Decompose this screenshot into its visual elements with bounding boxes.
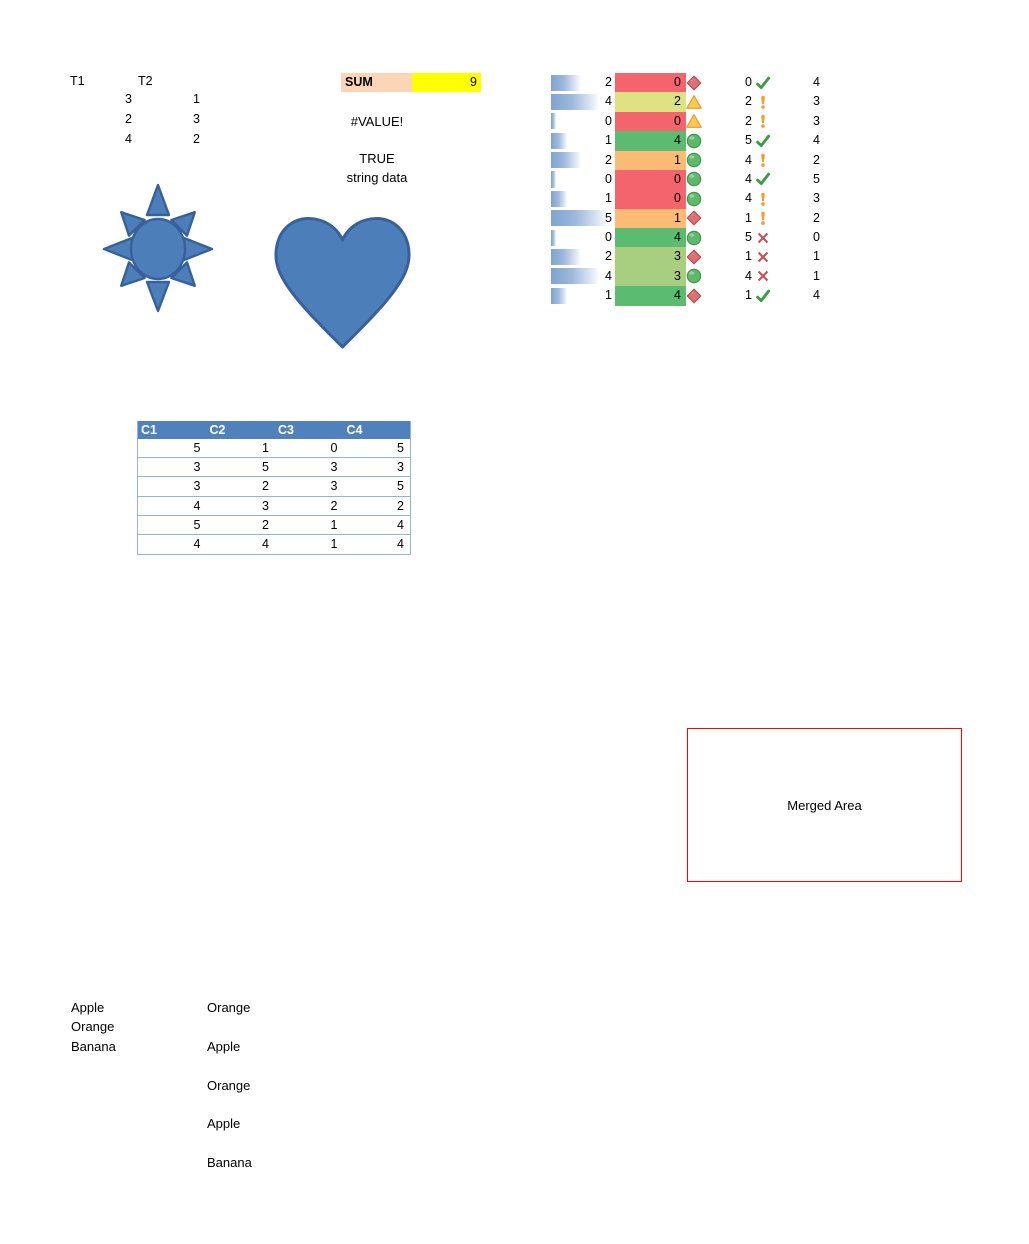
plain-value: 4 bbox=[813, 288, 820, 303]
table-cell: 1 bbox=[330, 536, 338, 551]
cf-row bbox=[551, 228, 831, 247]
orange-exclamation-icon bbox=[755, 94, 771, 110]
data-bar-cell bbox=[551, 170, 612, 189]
cf-row bbox=[551, 267, 831, 286]
string-data-text: string data bbox=[346, 170, 408, 185]
plain-value: 0 bbox=[813, 230, 820, 244]
cf-row bbox=[551, 209, 831, 228]
color-scale-cell: 4 bbox=[615, 228, 686, 247]
plain-value: 2 bbox=[813, 152, 820, 167]
t-table-cell: 3 bbox=[125, 92, 132, 106]
data-bar-value: 2 bbox=[605, 152, 612, 167]
orange-exclamation-icon bbox=[755, 113, 771, 129]
color-scale-cell: 1 bbox=[615, 151, 686, 170]
plain-value: 3 bbox=[813, 113, 820, 128]
table-header-cell: C3 bbox=[278, 423, 294, 437]
conditional-format-grid bbox=[551, 73, 831, 306]
t-table-cell: 2 bbox=[125, 111, 132, 126]
data-bar-value: 4 bbox=[605, 94, 612, 109]
green-check-icon bbox=[755, 75, 771, 91]
table-cell: 4 bbox=[193, 536, 201, 551]
color-scale-cell: 0 bbox=[615, 73, 686, 92]
sum-value-cell: 9 bbox=[412, 73, 481, 92]
icon-set-value: 1 bbox=[745, 288, 752, 303]
icon-set-value: 1 bbox=[745, 249, 752, 264]
plain-value: 1 bbox=[813, 249, 820, 264]
table-cell: 4 bbox=[397, 517, 404, 532]
table-row bbox=[138, 535, 410, 554]
data-bar-value: 0 bbox=[605, 171, 612, 186]
t-table-cell: 1 bbox=[193, 92, 200, 106]
red-cross-icon bbox=[755, 268, 771, 284]
table-cell: 5 bbox=[397, 441, 404, 455]
cf-row bbox=[551, 247, 831, 266]
table-cell: 3 bbox=[397, 460, 404, 475]
table-cell: 1 bbox=[262, 441, 269, 455]
data-bar-value: 1 bbox=[605, 133, 612, 148]
table-body bbox=[138, 439, 410, 554]
icon-set-value: 4 bbox=[745, 171, 752, 186]
t1-t2-values bbox=[100, 90, 200, 149]
data-bar-cell bbox=[551, 112, 612, 131]
red-cross-icon bbox=[755, 230, 771, 246]
table-cell: 3 bbox=[262, 498, 269, 513]
plain-value: 1 bbox=[813, 268, 820, 283]
orange-exclamation-icon bbox=[755, 210, 771, 226]
table-cell: 2 bbox=[397, 498, 404, 513]
icon-set-value: 0 bbox=[745, 75, 752, 89]
icon-set-value: 4 bbox=[745, 268, 752, 283]
color-scale-cell: 0 bbox=[615, 189, 686, 208]
cf-row bbox=[551, 131, 831, 150]
table-row bbox=[138, 458, 410, 477]
list-item: Orange bbox=[71, 1019, 115, 1035]
data-bar-cell bbox=[551, 209, 612, 228]
plain-value: 5 bbox=[813, 171, 820, 186]
table-header-cell: C1 bbox=[141, 423, 157, 437]
list-item: Orange bbox=[207, 1000, 251, 1015]
color-scale-cell: 0 bbox=[615, 170, 686, 189]
data-bar-value: 0 bbox=[605, 113, 612, 128]
cf-row bbox=[551, 170, 831, 189]
data-bar-cell bbox=[551, 189, 612, 208]
table-cell: 3 bbox=[193, 460, 201, 475]
data-bar-cell bbox=[551, 151, 612, 170]
table-cell: 5 bbox=[193, 441, 201, 455]
color-scale-cell: 4 bbox=[615, 286, 686, 305]
table-header-cell: C4 bbox=[346, 423, 363, 437]
data-bar-cell bbox=[551, 73, 612, 92]
t1-label: T1 bbox=[70, 74, 85, 88]
cf-row bbox=[551, 151, 831, 170]
table-cell: 4 bbox=[262, 536, 269, 551]
t-table-cell: 4 bbox=[125, 131, 132, 146]
orange-exclamation-icon bbox=[755, 191, 771, 207]
green-check-icon bbox=[755, 133, 771, 149]
table-cell: 3 bbox=[330, 460, 338, 475]
data-bar-cell bbox=[551, 267, 612, 286]
color-scale-cell: 3 bbox=[615, 267, 686, 286]
t2-label: T2 bbox=[138, 74, 153, 88]
t-table-row bbox=[100, 110, 200, 130]
table-cell: 2 bbox=[262, 517, 269, 532]
list-item: Apple bbox=[207, 1038, 241, 1054]
data-bar-value: 2 bbox=[605, 249, 612, 264]
color-scale-cell: 3 bbox=[615, 247, 686, 266]
cf-row bbox=[551, 112, 831, 131]
data-bar-cell bbox=[551, 247, 612, 266]
table-cell: 4 bbox=[193, 498, 201, 513]
cf-row bbox=[551, 189, 831, 208]
data-bar-value: 1 bbox=[605, 288, 612, 303]
icon-set-value: 4 bbox=[745, 191, 752, 206]
heart-shape bbox=[272, 212, 413, 355]
table-cell: 2 bbox=[262, 479, 269, 494]
sum-label-cell: SUM bbox=[341, 73, 412, 92]
table-header-cell: C2 bbox=[209, 423, 226, 437]
icon-set-value: 2 bbox=[745, 113, 752, 128]
t-table-row bbox=[100, 130, 200, 150]
data-bar-value: 2 bbox=[605, 75, 612, 89]
list-item: Orange bbox=[207, 1077, 251, 1093]
green-check-icon bbox=[755, 171, 771, 187]
table-row bbox=[138, 497, 410, 516]
plain-value: 4 bbox=[813, 75, 820, 89]
boolean-true-text: TRUE bbox=[359, 151, 395, 166]
t-table-cell: 2 bbox=[193, 131, 200, 146]
table-cell: 3 bbox=[193, 479, 201, 494]
t-table-row bbox=[100, 90, 200, 110]
table-cell: 5 bbox=[262, 460, 269, 475]
data-bar-cell bbox=[551, 92, 612, 111]
table-header-row bbox=[138, 421, 410, 439]
table-row bbox=[138, 439, 410, 458]
orange-exclamation-icon bbox=[755, 152, 771, 168]
table-cell: 5 bbox=[193, 517, 201, 532]
plain-value: 3 bbox=[813, 94, 820, 109]
sun-shape bbox=[100, 182, 216, 317]
data-bar-value: 4 bbox=[605, 268, 612, 283]
data-bar-value: 0 bbox=[605, 230, 612, 244]
list-item: Banana bbox=[207, 1155, 252, 1171]
red-cross-icon bbox=[755, 249, 771, 265]
icon-set-value: 4 bbox=[745, 152, 752, 167]
table-cell: 0 bbox=[330, 441, 338, 455]
table-row bbox=[138, 477, 410, 496]
icon-set-value: 5 bbox=[745, 230, 752, 244]
color-scale-cell: 1 bbox=[615, 209, 686, 228]
table-cell: 5 bbox=[397, 479, 404, 494]
table-cell: 2 bbox=[330, 498, 338, 513]
data-bar-cell bbox=[551, 286, 612, 305]
plain-value: 3 bbox=[813, 191, 820, 206]
data-bar-value: 1 bbox=[605, 191, 612, 206]
data-table bbox=[137, 421, 411, 555]
data-bar-cell bbox=[551, 228, 612, 247]
data-bar-value: 5 bbox=[605, 210, 612, 225]
t-table-cell: 3 bbox=[193, 111, 200, 126]
list-item: Banana bbox=[71, 1038, 116, 1054]
plain-value: 2 bbox=[813, 210, 820, 225]
list-item: Apple bbox=[71, 1000, 105, 1015]
table-cell: 4 bbox=[397, 536, 404, 551]
list-item: Apple bbox=[207, 1116, 241, 1132]
merged-area-label: Merged Area bbox=[787, 797, 862, 813]
table-cell: 3 bbox=[330, 479, 338, 494]
table-cell: 1 bbox=[330, 517, 338, 532]
table-row bbox=[138, 516, 410, 535]
color-scale-cell: 4 bbox=[615, 131, 686, 150]
cf-row bbox=[551, 286, 831, 305]
error-value-text: #VALUE! bbox=[350, 114, 404, 129]
cf-row bbox=[551, 92, 831, 111]
plain-value: 4 bbox=[813, 133, 820, 148]
icon-set-value: 1 bbox=[745, 210, 752, 225]
icon-set-value: 2 bbox=[745, 94, 752, 109]
color-scale-cell: 2 bbox=[615, 92, 686, 111]
data-bar-cell bbox=[551, 131, 612, 150]
color-scale-cell: 0 bbox=[615, 112, 686, 131]
merged-area bbox=[687, 728, 962, 882]
cf-row bbox=[551, 73, 831, 92]
icon-set-value: 5 bbox=[745, 133, 752, 148]
green-check-icon bbox=[755, 288, 771, 304]
